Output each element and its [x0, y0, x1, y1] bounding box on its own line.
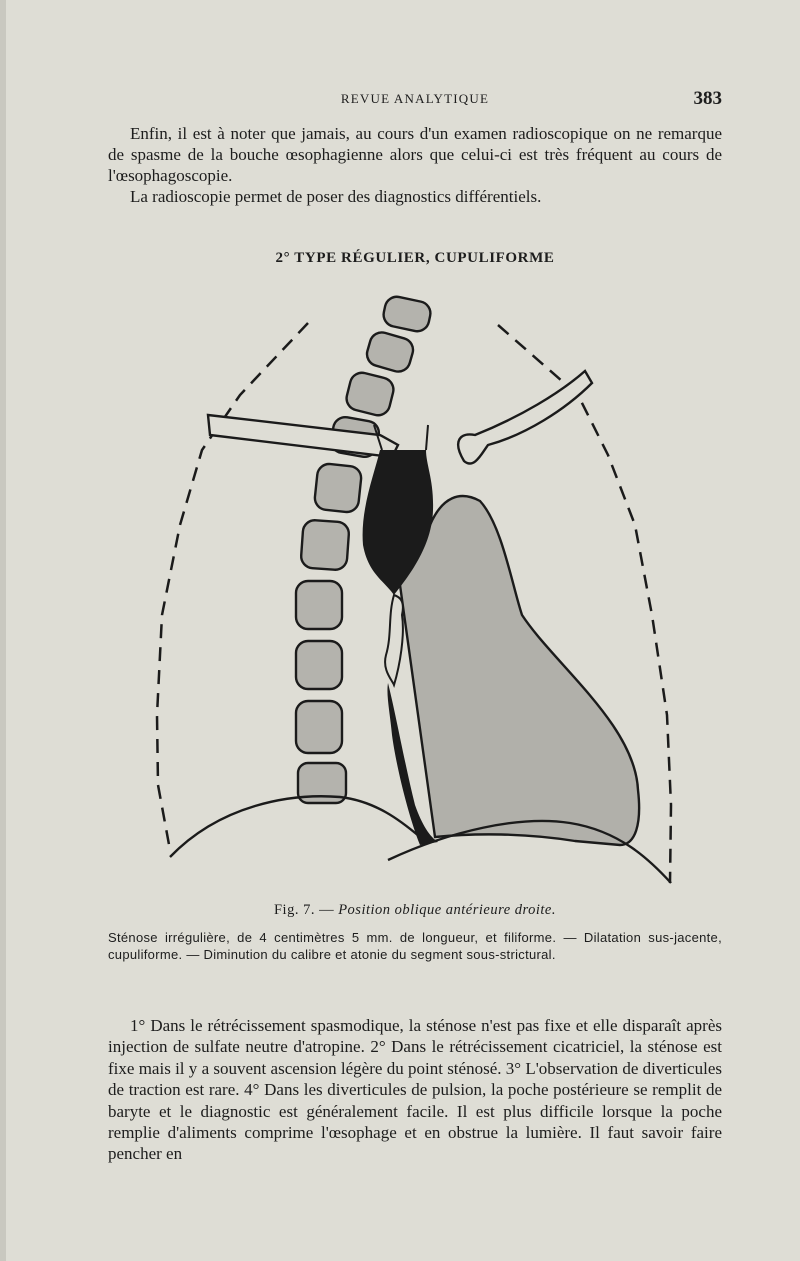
body-paragraph: 1° Dans le rétrécissement spasmodique, la sténose n'est pas fixe et elle disparaît après injection de sulfate neutre d'atropine. 2° Dans le rétrécissement cicatriciel, la sténose est fixe mais il y a souvent ascension légère du point sténosé. 3° L'observation de diverticules de traction est rare. 4° Dans les diverticules de pulsion, la poche postérieure se remplit de baryte et le diagnostic est généralement facile. Il est plus difficile lorsque la poche remplie d'aliments comprime l'œsophage et en obstrue la lumière. Il faut savoir faire pencher en — [108, 1016, 722, 1164]
section-heading: 2° TYPE RÉGULIER, CUPULIFORME — [275, 250, 555, 266]
page-edge-shadow — [0, 0, 6, 1261]
vertebra — [381, 295, 432, 334]
heart-shadow — [400, 496, 639, 845]
right-clavicle — [458, 371, 592, 464]
running-head — [108, 88, 722, 112]
vertebra — [300, 519, 349, 570]
vertebra — [344, 370, 396, 418]
radiograph-drawing — [130, 285, 690, 895]
figure-caption — [108, 902, 722, 919]
left-lung-outline — [157, 323, 308, 850]
figure-legend: Sténose irrégulière, de 4 centimètres 5 mm. de longueur, et filiforme. — Dilatation sus-jacente, cupuliforme. — Diminution du calibre et atonie du segment sous-strictural. — [108, 930, 722, 962]
esophagus-stenosis — [385, 595, 403, 685]
vertebra — [296, 701, 342, 753]
left-diaphragm — [170, 796, 420, 857]
page-number: 383 — [693, 88, 722, 109]
intro-paragraph-2-text: La radioscopie permet de poser des diagnostics différentiels. — [130, 187, 542, 206]
vertebra — [314, 463, 363, 513]
running-title: REVUE ANALYTIQUE — [340, 91, 490, 106]
radiograph-svg — [130, 285, 690, 895]
vertebra — [296, 581, 342, 629]
intro-paragraph-2 — [108, 186, 722, 207]
vertebra — [364, 330, 416, 375]
intro-paragraph-1-text: Enfin, il est à noter que jamais, au cours d'un examen radioscopique on ne remarque de spasme de la bouche œsophagienne alors que celui-ci est très fréquent au cours de l'œsophagoscopie. — [108, 124, 722, 185]
figure-label: Fig. 7. — — [273, 902, 335, 918]
body-text — [108, 1015, 722, 1165]
vertebra — [296, 641, 342, 689]
figure-title: Position oblique antérieure droite. — [338, 902, 556, 918]
intro-paragraph-1 — [108, 123, 722, 186]
